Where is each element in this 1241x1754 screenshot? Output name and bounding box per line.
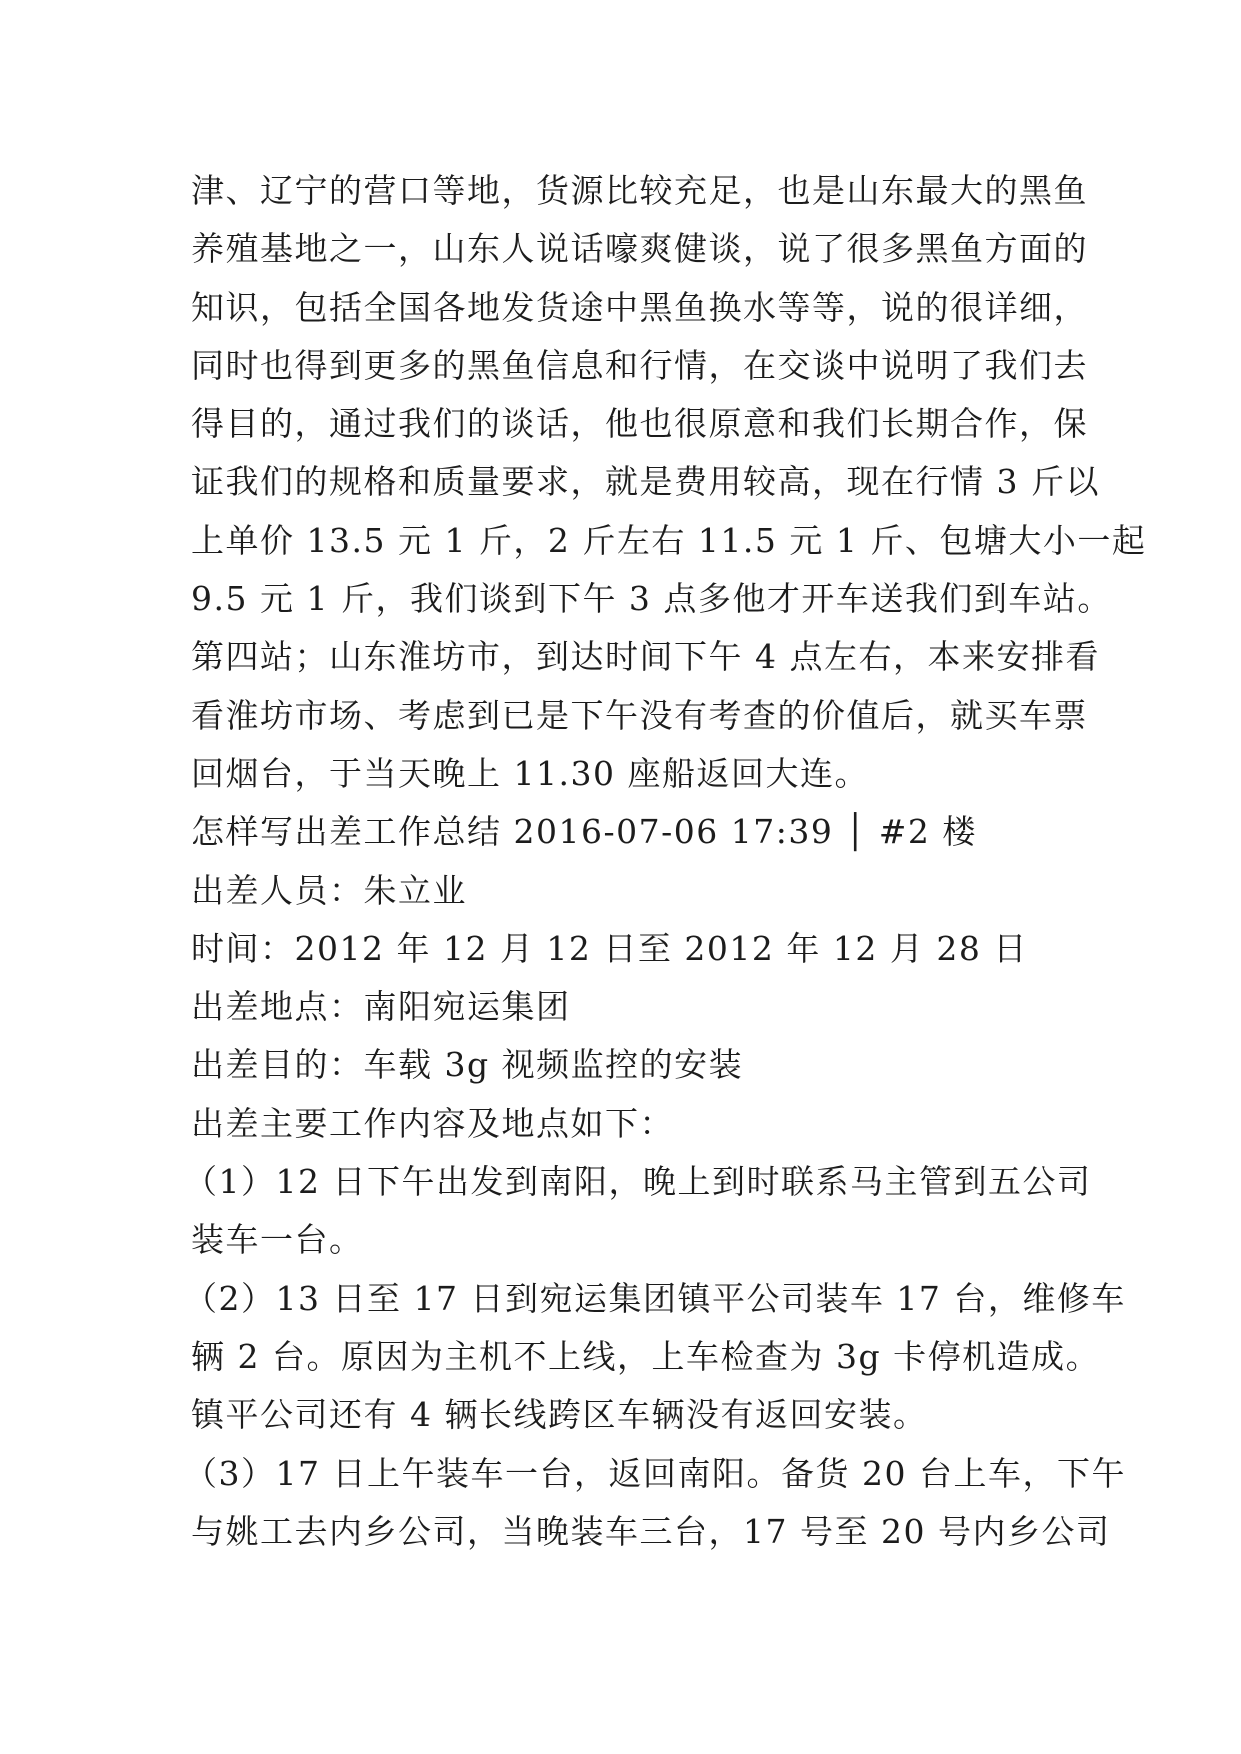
text-line: 与姚工去内乡公司，当晚装车三台，17 号至 20 号内乡公司 (191, 1511, 1111, 1551)
text-line: 上单价 13.5 元 1 斤，2 斤左右 11.5 元 1 斤、包塘大小一起 (191, 520, 1147, 560)
document-body (184, 162, 1147, 1561)
list-item: （2）13 日至 17 日到宛运集团镇平公司装车 17 台，维修车 (184, 1278, 1126, 1318)
list-item: （3）17 日上午装车一台，返回南阳。备货 20 台上车，下午 (184, 1453, 1126, 1493)
text-line: 出差地点：南阳宛运集团 (191, 987, 571, 1027)
text-line: 出差人员：朱立业 (191, 870, 467, 910)
text-line: 第四站；山东淮坊市，到达时间下午 4 点左右，本来安排看 (191, 637, 1100, 677)
text-line: 出差目的：车载 3g 视频监控的安装 (191, 1045, 744, 1085)
text-line: 镇平公司还有 4 辆长线跨区车辆没有返回安装。 (191, 1395, 928, 1435)
text-line: 养殖基地之一，山东人说话嚎爽健谈，说了很多黑鱼方面的 (191, 229, 1088, 269)
text-line: 辆 2 台。原因为主机不上线，上车检查为 3g 卡停机造成。 (191, 1336, 1101, 1376)
text-line: 看淮坊市场、考虑到已是下午没有考查的价值后，就买车票 (191, 695, 1088, 735)
post-header: 怎样写出差工作总结 2016-07-06 17:39 │ #2 楼 (191, 812, 977, 852)
text-line: 津、辽宁的营口等地，货源比较充足，也是山东最大的黑鱼 (191, 171, 1088, 210)
text-line: 证我们的规格和质量要求，就是费用较高，现在行情 3 斤以 (191, 462, 1100, 502)
list-item: （1）12 日下午出发到南阳，晚上到时联系马主管到五公司 (184, 1162, 1092, 1202)
text-line: 出差主要工作内容及地点如下： (191, 1103, 674, 1143)
text-line: 时间：2012 年 12 月 12 日至 2012 年 12 月 28 日 (191, 928, 1028, 968)
text-line: 知识，包括全国各地发货途中黑鱼换水等等，说的很详细， (191, 287, 1088, 327)
text-line: 同时也得到更多的黑鱼信息和行情，在交谈中说明了我们去 (191, 345, 1088, 385)
text-line: 回烟台，于当天晚上 11.30 座船返回大连。 (191, 753, 869, 793)
text-line: 9.5 元 1 斤，我们谈到下午 3 点多他才开车送我们到车站。 (191, 579, 1112, 619)
text-line: 装车一台。 (191, 1220, 364, 1260)
text-line: 得目的，通过我们的谈话，他也很原意和我们长期合作，保 (191, 404, 1088, 444)
